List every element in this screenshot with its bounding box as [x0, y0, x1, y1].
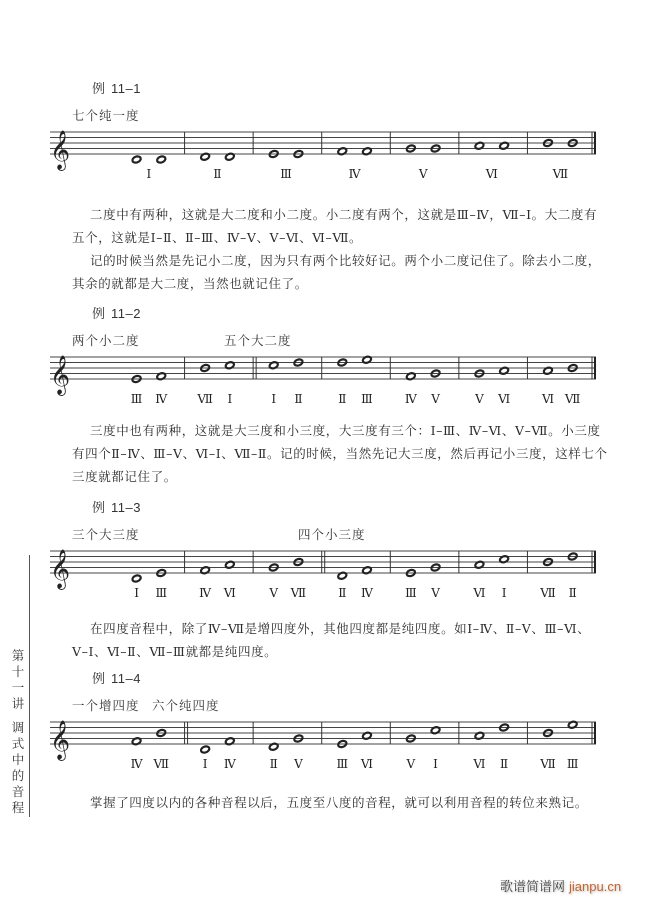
scale-degree-label: Ⅳ	[130, 757, 143, 771]
scale-degree-label: Ⅲ	[155, 586, 168, 600]
scale-degree-label: Ⅰ	[501, 586, 507, 600]
scale-degree-label: Ⅴ	[475, 392, 484, 406]
watermark	[500, 876, 621, 895]
music-staff-11-4	[48, 708, 608, 778]
text-line: 记的时候当然是先记小二度，因为只有两个比较好记。两个小二度记住了。除去小二度，	[90, 253, 601, 268]
example-number: 11–3	[111, 500, 141, 515]
side-header-char: 十	[11, 664, 25, 679]
scale-degree-label: Ⅴ	[431, 392, 440, 406]
watermark-site: 歌谱简谱网	[500, 880, 566, 895]
scale-degree-label: Ⅲ	[566, 757, 579, 771]
side-header-char	[10, 712, 26, 720]
scale-degree-label: Ⅳ	[348, 167, 361, 181]
scale-degree-label: Ⅱ	[500, 757, 509, 771]
side-header-char: 式	[11, 736, 25, 751]
example-label-11-1	[92, 78, 141, 97]
text-line: 掌握了四度以内的各种音程以后，五度至八度的音程，就可以利用音程的转位来熟记。	[90, 795, 588, 810]
scale-degree-label: Ⅶ	[153, 757, 170, 771]
scale-degree-label: Ⅴ	[418, 167, 428, 181]
scale-degree-label: Ⅵ	[541, 392, 555, 406]
example-number: 11–1	[111, 81, 141, 96]
text-line: 三度就都记住了。	[72, 469, 177, 484]
example-caption: 四个小三度	[298, 527, 366, 542]
scale-degree-label: Ⅱ	[338, 586, 347, 600]
scale-degree-label: Ⅰ	[433, 757, 438, 771]
scale-degree-label: Ⅶ	[290, 586, 307, 600]
example-caption: 五个大二度	[224, 333, 292, 348]
scale-degree-label: Ⅴ	[406, 757, 416, 771]
side-header-char: 中	[11, 752, 25, 767]
treble-clef-icon: 𝄞	[50, 549, 71, 589]
text-line: 五个，这就是Ⅰ–Ⅱ、Ⅱ–Ⅲ、Ⅳ–Ⅴ、Ⅴ–Ⅵ、Ⅵ–Ⅶ。	[72, 230, 363, 245]
side-rule	[29, 555, 30, 817]
scale-degree-label: Ⅵ	[498, 392, 511, 406]
music-staff-11-2	[48, 343, 608, 413]
text-line: 三度中也有两种，这就是大三度和小三度，大三度有三个：Ⅰ–Ⅲ、Ⅳ–Ⅵ、Ⅴ–Ⅶ。小三度	[90, 423, 601, 438]
example-caption: 六个纯四度	[152, 698, 220, 713]
music-staff-11-3	[48, 537, 608, 607]
treble-clef-icon: 𝄞	[50, 720, 71, 760]
side-header-char: 讲	[11, 696, 25, 711]
example-number: 11–2	[111, 306, 141, 321]
chapter-side-header	[10, 648, 26, 816]
scale-degree-label: Ⅰ	[202, 757, 208, 771]
scale-degree-label: Ⅳ	[155, 392, 168, 406]
paragraph-inversions	[72, 791, 632, 814]
scale-degree-label: Ⅵ	[360, 757, 374, 771]
music-staff-11-1	[48, 118, 608, 188]
side-header-char: 程	[11, 800, 25, 815]
example-prefix: 例	[92, 671, 106, 686]
scale-degree-label: Ⅲ	[336, 757, 349, 771]
scale-degree-label: Ⅶ	[552, 167, 569, 181]
paragraph-thirds	[72, 419, 632, 488]
scale-degree-label: Ⅱ	[213, 167, 222, 181]
scale-degree-label: Ⅴ	[431, 586, 440, 600]
scale-degree-label: Ⅶ	[197, 392, 213, 406]
example-caption: 两个小二度	[72, 333, 140, 348]
side-header-char: 一	[11, 680, 25, 695]
scale-degree-label: Ⅲ	[130, 392, 143, 406]
example-prefix: 例	[92, 500, 106, 515]
treble-clef-icon: 𝄞	[50, 355, 71, 395]
scale-degree-label: Ⅱ	[338, 392, 347, 406]
whole-note	[132, 574, 142, 582]
text-line: 在四度音程中，除了Ⅳ–Ⅶ是增四度外，其他四度都是纯四度。如Ⅰ–Ⅳ、Ⅱ–Ⅴ、Ⅲ–Ⅵ、	[90, 621, 591, 636]
scale-degree-label: Ⅴ	[269, 586, 279, 600]
side-header-char: 调	[11, 720, 25, 735]
example-prefix: 例	[92, 81, 106, 96]
scale-degree-label: Ⅰ	[134, 586, 139, 600]
scale-degree-label: Ⅳ	[199, 586, 212, 600]
whole-note	[156, 155, 166, 163]
scale-degree-label: Ⅳ	[223, 757, 236, 771]
whole-note	[132, 155, 142, 163]
example-label-11-2	[92, 303, 141, 322]
example-label-11-3	[92, 497, 141, 516]
scale-degree-label: Ⅰ	[227, 392, 233, 406]
example-number: 11–4	[111, 671, 141, 686]
side-header-char: 的	[11, 768, 25, 783]
scale-degree-label: Ⅵ	[485, 167, 498, 181]
scale-degree-label: Ⅱ	[294, 392, 303, 406]
scale-degree-label: Ⅳ	[404, 392, 417, 406]
paragraph-major-minor-seconds	[72, 203, 632, 249]
text-line: 有四个Ⅱ–Ⅳ、Ⅲ–Ⅴ、Ⅵ–Ⅰ、Ⅶ–Ⅱ。记的时候，当然先记大三度，然后再记小三度，这样七个	[72, 446, 608, 461]
whole-note	[200, 745, 210, 753]
scale-degree-label: Ⅵ	[223, 586, 236, 600]
text-line: Ⅴ–Ⅰ、Ⅵ–Ⅱ、Ⅶ–Ⅲ就都是纯四度。	[72, 644, 278, 659]
paragraph-fourths	[72, 617, 632, 663]
scale-degree-label: Ⅲ	[280, 167, 292, 181]
scale-degree-label: Ⅶ	[540, 586, 556, 600]
scale-degree-label: Ⅲ	[361, 392, 373, 406]
example-caption: 三个大三度	[72, 527, 140, 542]
scale-degree-label: Ⅵ	[473, 586, 486, 600]
scale-degree-label: Ⅱ	[269, 757, 278, 771]
scale-degree-label: Ⅲ	[405, 586, 417, 600]
scale-degree-label: Ⅱ	[568, 586, 577, 600]
example-label-11-4	[92, 668, 141, 687]
scale-degree-label: Ⅶ	[564, 392, 581, 406]
scale-degree-label: Ⅰ	[146, 167, 152, 181]
paragraph-memorize-seconds	[72, 249, 632, 295]
watermark-domain: jianpu.cn	[569, 879, 622, 894]
text-line: 其余的就都是大二度，当然也就记住了。	[72, 276, 308, 291]
example-prefix: 例	[92, 306, 106, 321]
scale-degree-label: Ⅶ	[540, 757, 556, 771]
text-line: 二度中有两种，这就是大二度和小二度。小二度有两个，这就是Ⅲ–Ⅳ，Ⅶ–Ⅰ。大二度有	[90, 207, 598, 222]
scale-degree-label: Ⅰ	[271, 392, 277, 406]
scale-degree-label: Ⅴ	[294, 757, 303, 771]
example-caption: 七个纯一度	[72, 108, 140, 123]
example-caption: 一个增四度	[72, 698, 140, 713]
scale-degree-label: Ⅵ	[473, 757, 486, 771]
treble-clef-icon: 𝄞	[50, 130, 71, 170]
side-header-char: 音	[11, 784, 25, 799]
side-header-char: 第	[11, 648, 25, 663]
scale-degree-label: Ⅳ	[360, 586, 373, 600]
